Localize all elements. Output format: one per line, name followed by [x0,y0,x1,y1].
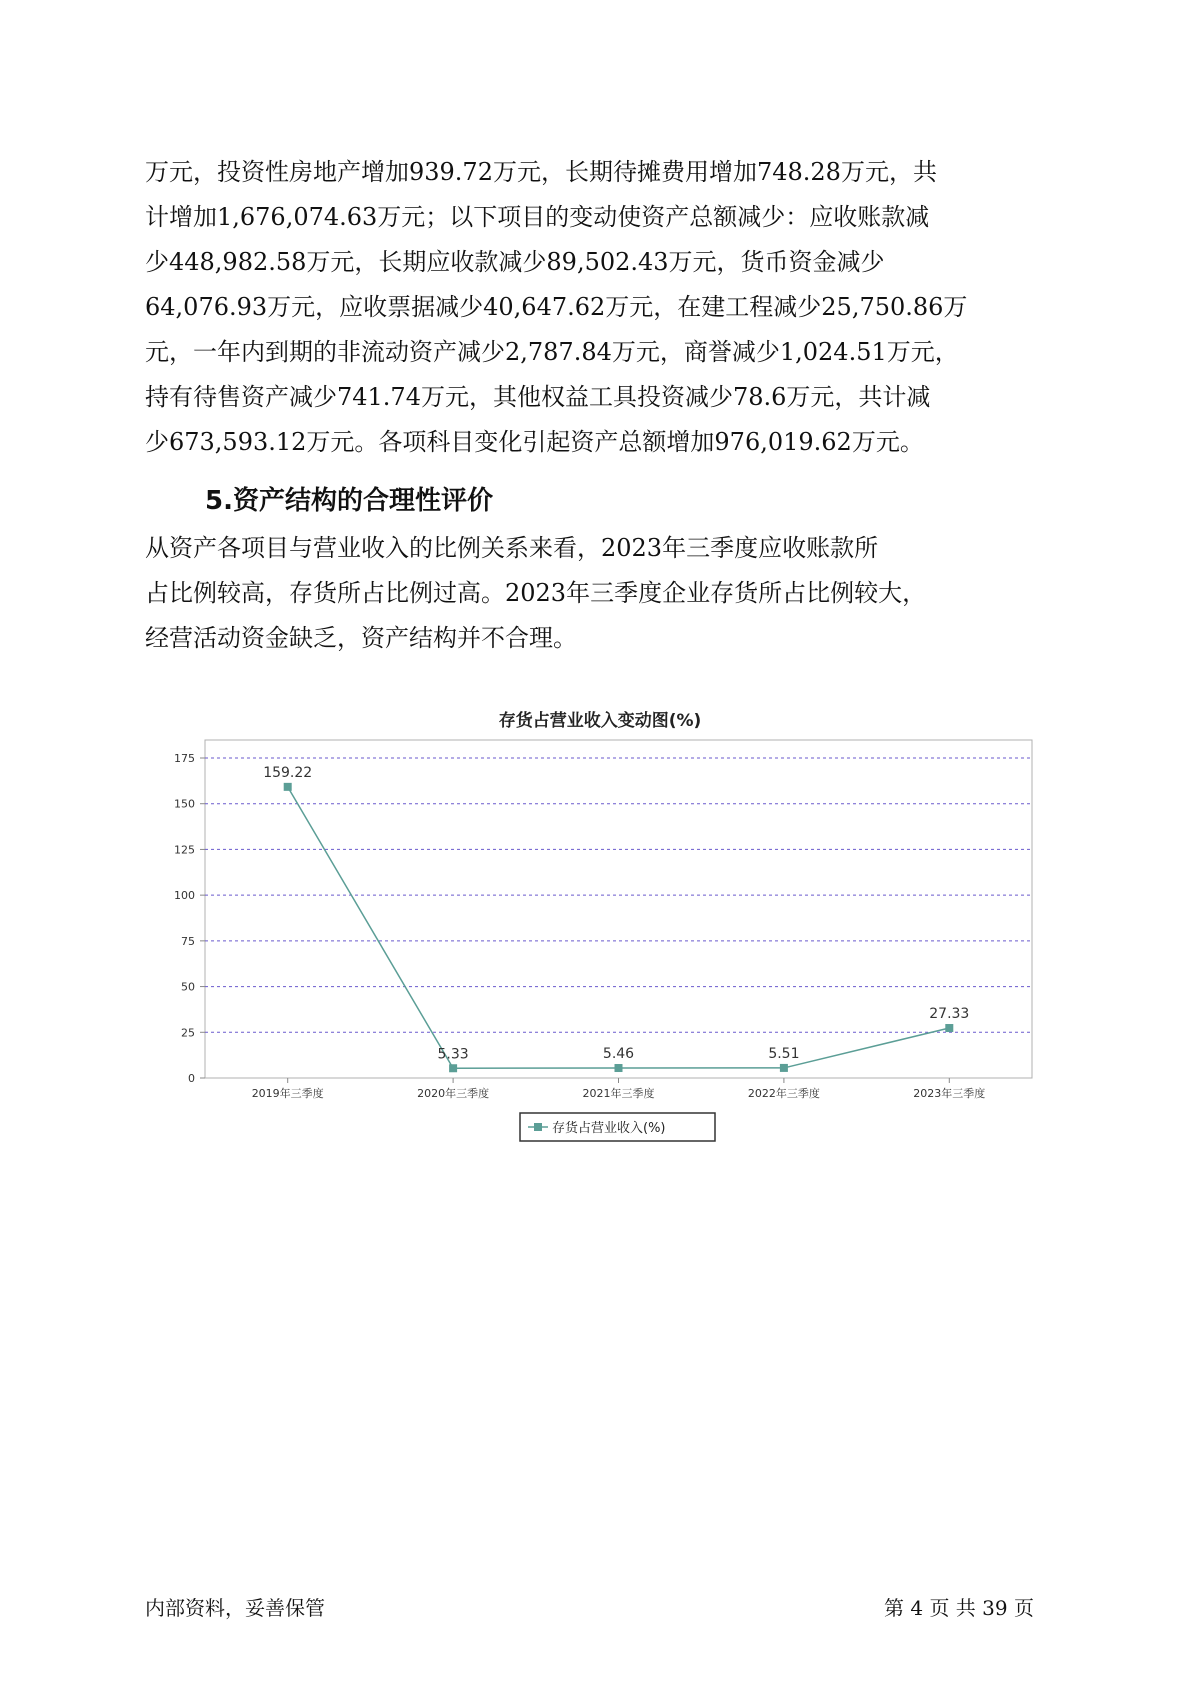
y-tick-label: 150 [174,797,195,811]
paragraph-line: 64,076.93万元，应收票据减少40,647.62万元，在建工程减少25,750.86万 [145,293,968,321]
y-tick-label: 25 [181,1026,195,1040]
y-tick-label: 0 [188,1072,195,1085]
y-tick-label: 100 [174,889,195,903]
paragraph-line: 经营活动资金缺乏，资产结构并不合理。 [145,624,577,652]
y-tick-label: 125 [174,843,195,857]
legend [520,1113,715,1141]
data-point [780,1064,788,1072]
paragraph-line: 元，一年内到期的非流动资产减少2,787.84万元，商誉减少1,024.51万元， [145,338,959,366]
paragraph-line: 持有待售资产减少741.74万元，其他权益工具投资减少78.6万元，共计减 [145,383,931,411]
y-tick-label: 175 [174,752,195,765]
data-point [449,1064,457,1072]
x-tick-label: 2023年三季度 [913,1087,986,1100]
legend-label: 存货占营业收入(%) [552,1121,666,1136]
section-heading: 5.资产结构的合理性评价 [205,486,493,516]
data-label: 27.33 [929,1006,970,1023]
data-label: 159.22 [263,764,313,781]
x-tick-label: 2022年三季度 [747,1087,820,1100]
paragraph-line: 从资产各项目与营业收入的比例关系来看，2023年三季度应收账款所 [145,534,879,562]
paragraph-line: 占比例较高，存货所占比例过高。2023年三季度企业存货所占比例较大， [145,579,927,607]
data-label: 5.46 [602,1046,635,1063]
paragraph-line: 计增加1,676,074.63万元；以下项目的变动使资产总额减少：应收账款减 [145,203,930,231]
legend-marker-swatch [534,1123,542,1131]
x-tick-label: 2019年三季度 [251,1087,324,1100]
footer-confidential-note: 内部资料，妥善保管 [145,1596,325,1620]
chart-title: 存货占营业收入变动图(%) [498,711,702,731]
data-point [945,1024,953,1032]
y-axis [174,752,205,1085]
plot-area [205,740,1032,1078]
body-paragraph [145,150,1045,465]
paragraph-line: 少448,982.58万元，长期应收款减少89,502.43万元，货币资金减少 [145,248,885,276]
data-point [615,1064,623,1072]
y-tick-label: 75 [181,934,195,948]
footer-page-number: 第 4 页 共 39 页 [884,1596,1034,1620]
line-chart [150,690,1050,1160]
x-axis [252,1078,986,1100]
data-point [284,783,292,791]
data-label: 5.51 [768,1045,800,1062]
x-tick-label: 2021年三季度 [582,1087,655,1100]
paragraph-line: 万元，投资性房地产增加939.72万元，长期待摊费用增加748.28万元，共 [145,158,937,186]
paragraph-line: 少673,593.12万元。各项科目变化引起资产总额增加976,019.62万元。 [145,428,924,456]
data-label: 5.33 [437,1046,469,1063]
y-tick-label: 50 [181,980,195,994]
x-tick-label: 2020年三季度 [417,1087,490,1100]
section-paragraph [145,526,1045,661]
